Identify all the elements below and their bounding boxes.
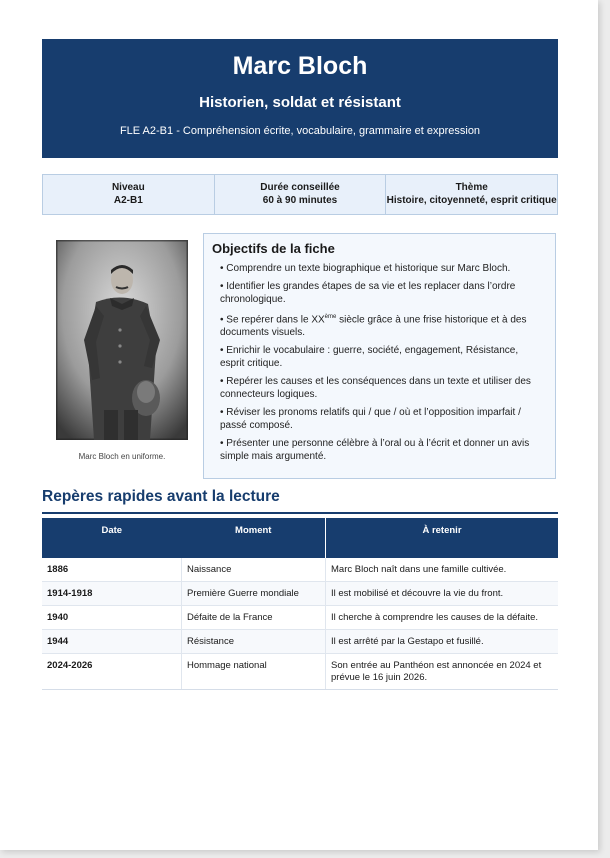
objective-item: • Enrichir le vocabulaire : guerre, société, engagement, Résistance, esprit critique. xyxy=(220,345,519,370)
cell-remember: Il est mobilisé et découvre la vie du front. xyxy=(326,582,559,606)
column-header-date: Date xyxy=(42,518,182,558)
table-row xyxy=(42,558,558,582)
page-subtitle: Historien, soldat et résistant xyxy=(199,94,401,111)
table-row xyxy=(42,654,558,690)
cell-moment: Naissance xyxy=(182,558,326,582)
info-level xyxy=(43,175,215,214)
objective-item: • Repérer les causes et les conséquences dans un texte et utiliser des connecteurs logiques. xyxy=(220,376,531,401)
column-header-remember: À retenir xyxy=(326,518,559,558)
objectives-title: Objectifs de la fiche xyxy=(212,241,335,256)
cell-remember: Marc Bloch naît dans une famille cultivée. xyxy=(326,558,559,582)
column-header-moment: Moment xyxy=(182,518,326,558)
info-theme xyxy=(386,175,557,214)
cell-date: 1914-1918 xyxy=(42,582,182,606)
timeline-table xyxy=(42,518,558,690)
info-duration-label: Durée conseillée xyxy=(260,182,340,193)
section-divider xyxy=(42,512,558,514)
table-row xyxy=(42,582,558,606)
objective-item: • Comprendre un texte biographique et historique sur Marc Bloch. xyxy=(220,263,511,274)
photo-caption: Marc Bloch en uniforme. xyxy=(78,452,166,461)
photo-figure xyxy=(56,240,188,461)
cell-moment: Défaite de la France xyxy=(182,606,326,630)
page-title: Marc Bloch xyxy=(232,52,368,80)
table-row xyxy=(42,606,558,630)
objective-item xyxy=(220,311,545,339)
objectives-list xyxy=(212,262,545,463)
cell-date: 1944 xyxy=(42,630,182,654)
cell-remember: Il cherche à comprendre les causes de la défaite. xyxy=(326,606,559,630)
info-theme-label: Thème xyxy=(455,182,488,193)
cell-date: 1886 xyxy=(42,558,182,582)
portrait-photo xyxy=(56,240,188,440)
info-theme-value: Histoire, citoyenneté, esprit critique xyxy=(386,195,557,206)
cell-remember: Son entrée au Panthéon est annoncée en 2024 et prévue le 16 juin 2026. xyxy=(326,654,559,690)
cell-moment: Première Guerre mondiale xyxy=(182,582,326,606)
superscript-ordinal: ème xyxy=(324,314,337,320)
objective-item-text: • Se repérer dans le XX xyxy=(220,314,325,326)
objective-item: • Identifier les grandes étapes de sa vie et les replacer dans l’ordre chronologique. xyxy=(220,281,516,305)
objective-item: • Réviser les pronoms relatifs qui / que / où et l’opposition imparfait / passé composé. xyxy=(220,407,521,432)
info-duration xyxy=(215,175,387,214)
table-header-row xyxy=(42,518,558,558)
level-description: FLE A2-B1 - Compréhension écrite, vocabulaire, grammaire et expression xyxy=(119,125,481,137)
cell-moment: Résistance xyxy=(182,630,326,654)
cell-date: 1940 xyxy=(42,606,182,630)
info-level-label: Niveau xyxy=(111,182,145,193)
title-banner xyxy=(42,39,558,158)
objective-item-text: siècle grâce à une frise historique et à des documents visuels. xyxy=(220,314,527,339)
info-bar xyxy=(42,174,558,215)
cell-date: 2024-2026 xyxy=(42,654,182,690)
cell-moment: Hommage national xyxy=(182,654,326,690)
cell-remember: Il est arrêté par la Gestapo et fusillé. xyxy=(326,630,559,654)
section-title: Repères rapides avant la lecture xyxy=(42,488,280,505)
objective-item: • Présenter une personne célèbre à l’oral ou à l’écrit et donner un avis simple mais argumenté. xyxy=(220,438,530,463)
info-level-value: A2-B1 xyxy=(113,195,143,206)
table-row xyxy=(42,630,558,654)
info-duration-value: 60 à 90 minutes xyxy=(262,195,338,206)
objectives-box xyxy=(203,233,556,479)
